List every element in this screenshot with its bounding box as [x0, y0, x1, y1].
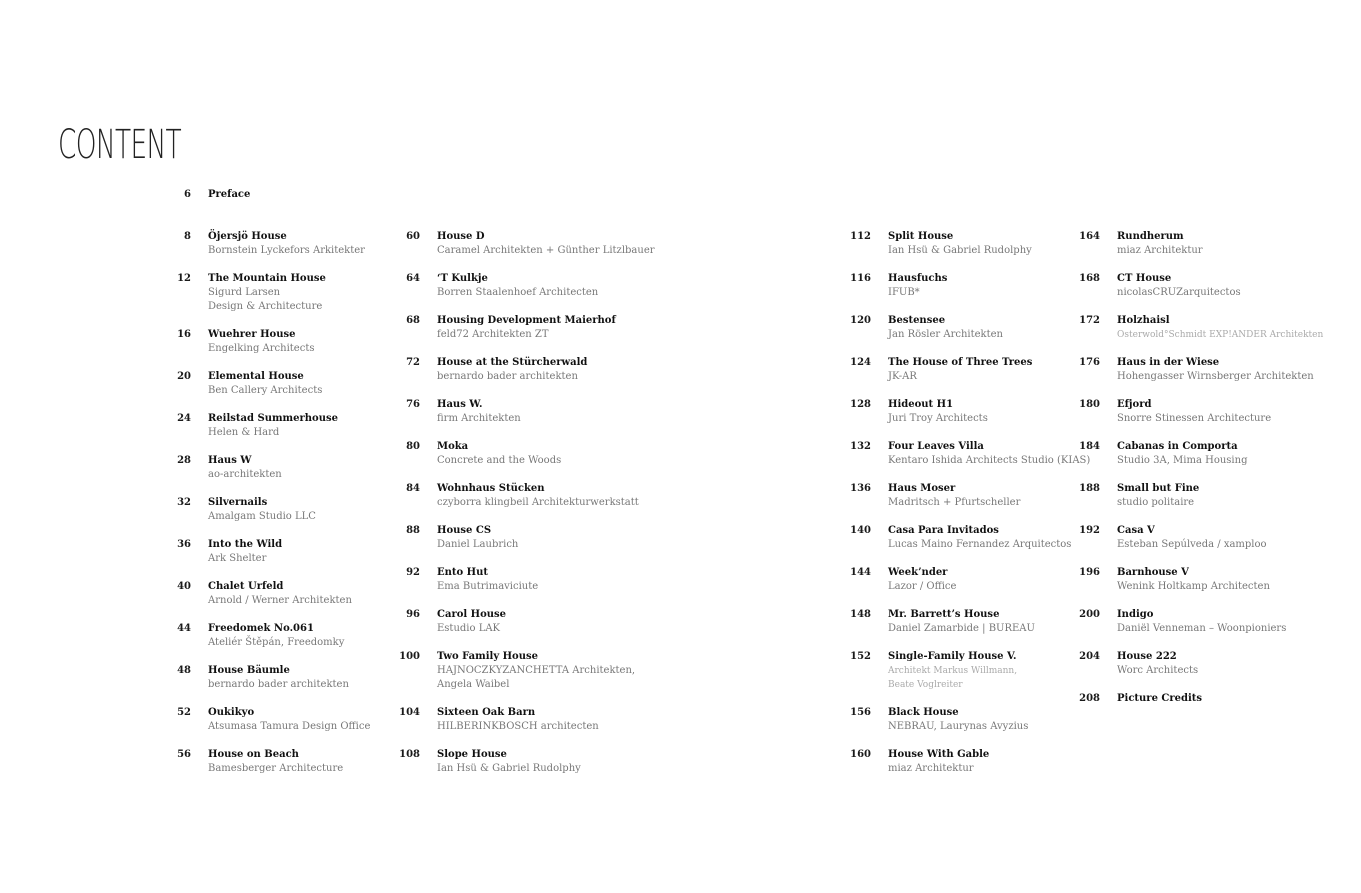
entry-title: Barnhouse V: [1117, 567, 1189, 578]
entry-architect: Daniel Zamarbide | BUREAU: [888, 623, 1035, 634]
entry-title: Four Leaves Villa: [888, 441, 984, 452]
entry-title: House at the Stürcherwald: [437, 357, 588, 368]
entry-title: Freedomek No.061: [208, 623, 314, 634]
page-number: 108: [399, 749, 420, 760]
entry-title: House on Beach: [208, 749, 299, 760]
page-number: 204: [1079, 651, 1100, 662]
entry-architect: feld72 Architekten ZT: [437, 329, 549, 340]
page-number: 40: [177, 581, 191, 592]
entry-architect: Sigurd Larsen: [208, 287, 281, 298]
toc-entry[interactable]: [1079, 356, 1357, 384]
entry-architect: Madritsch + Pfurtscheller: [888, 497, 1021, 508]
toc-entry[interactable]: [1079, 608, 1357, 636]
page-number: 72: [406, 357, 420, 368]
entry-architect: Jan Rösler Architekten: [888, 329, 1003, 340]
entry-architect: Ateliér Štěpán, Freedomky: [208, 637, 345, 648]
page-number: 144: [850, 567, 871, 578]
entry-architect: ao-architekten: [208, 469, 282, 480]
entry-title: ‘T Kulkje: [437, 273, 488, 284]
toc-entry[interactable]: [850, 706, 1128, 734]
toc-entry[interactable]: [1079, 524, 1357, 552]
toc-entry[interactable]: [177, 622, 448, 650]
entry-architect: NEBRAU, Laurynas Avyzius: [888, 721, 1029, 732]
toc-entry[interactable]: [406, 524, 677, 552]
page-number: 28: [177, 455, 191, 466]
entry-title: Haus W: [208, 455, 252, 466]
page-number: 100: [399, 651, 420, 662]
page-number: 76: [406, 399, 420, 410]
entry-architect: studio politaire: [1117, 497, 1195, 508]
page-number: 88: [406, 525, 420, 536]
entry-architect: Ben Callery Architects: [208, 385, 323, 396]
page-number: 152: [850, 651, 871, 662]
page-number: 24: [177, 413, 191, 424]
entry-title: House Bäumle: [208, 665, 290, 676]
toc-entry[interactable]: [177, 370, 448, 398]
entry-title: Into the Wild: [208, 539, 283, 550]
page-number: 12: [177, 273, 191, 284]
entry-architect: Bamesberger Architecture: [208, 763, 344, 774]
entry-title: Housing Development Maierhof: [437, 315, 616, 326]
entry-architect: Bornstein Lyckefors Arkitekter: [208, 245, 365, 256]
page-number: 196: [1079, 567, 1100, 578]
entry-architect: Osterwold°Schmidt EXP!ANDER Architekten: [1117, 330, 1324, 340]
entry-title: Rundherum: [1117, 231, 1184, 242]
entry-title: Holzhaisl: [1117, 315, 1170, 326]
page-number: 200: [1079, 609, 1100, 620]
toc-entry[interactable]: [177, 412, 448, 440]
entry-architect: bernardo bader architekten: [208, 679, 349, 690]
entry-title: Moka: [437, 441, 469, 452]
entry-title: Black House: [888, 707, 959, 718]
page-heading: CONTENT: [58, 122, 182, 168]
entry-architect: Daniel Laubrich: [437, 539, 519, 550]
entry-title: Preface: [208, 189, 251, 200]
toc-entry[interactable]: [1079, 314, 1357, 342]
toc-entry[interactable]: [1079, 440, 1357, 468]
entry-architect: HILBERINKBOSCH architecten: [437, 721, 599, 732]
entry-title: Two Family House: [437, 651, 538, 662]
toc-entry[interactable]: [177, 664, 448, 692]
entry-title: Hausfuchs: [888, 273, 948, 284]
entry-architect: Design & Architecture: [208, 301, 323, 312]
entry-title: The Mountain House: [208, 273, 326, 284]
page-number: 192: [1079, 525, 1100, 536]
entry-title: Haus W.: [437, 399, 483, 410]
entry-architect: Esteban Sepúlveda / xamploo: [1117, 539, 1267, 550]
entry-title: Carol House: [437, 609, 507, 620]
toc-entry[interactable]: [1079, 650, 1357, 678]
entry-title: House 222: [1117, 651, 1177, 662]
entry-architect: Angela Waibel: [437, 679, 510, 690]
page-number: 132: [850, 441, 871, 452]
page-number: 148: [850, 609, 871, 620]
page-number: 8: [184, 231, 191, 242]
page-number: 16: [177, 329, 191, 340]
toc-entry[interactable]: [850, 748, 1128, 776]
entry-architect: Helen & Hard: [208, 427, 280, 438]
entry-title: Reilstad Summerhouse: [208, 413, 338, 424]
entry-architect: Ema Butrimaviciute: [437, 581, 539, 592]
entry-architect: Arnold / Werner Architekten: [208, 595, 352, 606]
entry-title: Chalet Urfeld: [208, 581, 284, 592]
toc-entry[interactable]: [406, 314, 677, 342]
toc-entry[interactable]: [406, 566, 677, 594]
entry-title: Split House: [888, 231, 954, 242]
entry-title: Cabanas in Comporta: [1117, 441, 1238, 452]
toc-entry[interactable]: [1079, 398, 1357, 426]
entry-title: Sixteen Oak Barn: [437, 707, 536, 718]
page-number: 96: [406, 609, 420, 620]
page-number: 44: [177, 623, 191, 634]
page-number: 188: [1079, 483, 1100, 494]
toc-entry[interactable]: [406, 230, 677, 258]
page-number: 92: [406, 567, 420, 578]
page-number: 172: [1079, 315, 1100, 326]
toc-entry[interactable]: [399, 650, 677, 692]
page-number: 84: [406, 483, 420, 494]
entry-title: Indigo: [1117, 609, 1154, 620]
entry-architect: czyborra klingbeil Architekturwerkstatt: [437, 497, 639, 508]
entry-title: Wohnhaus Stücken: [437, 483, 545, 494]
toc-entry[interactable]: [399, 706, 677, 734]
toc-entry[interactable]: [406, 440, 677, 468]
toc-entry[interactable]: [1079, 692, 1357, 706]
entry-title: Haus in der Wiese: [1117, 357, 1220, 368]
page-number: 80: [406, 441, 420, 452]
page-number: 168: [1079, 273, 1100, 284]
entry-architect: Estudio LAK: [437, 623, 501, 634]
entry-architect: Concrete and the Woods: [437, 455, 562, 466]
entry-architect: Borren Staalenhoef Architecten: [437, 287, 599, 298]
entry-title: Casa V: [1117, 525, 1155, 536]
page-number: 48: [177, 665, 191, 676]
entry-title: Casa Para Invitados: [888, 525, 999, 536]
entry-architect: Amalgam Studio LLC: [208, 511, 316, 522]
entry-architect: nicolasCRUZarquitectos: [1117, 287, 1241, 298]
toc-entry[interactable]: [177, 328, 448, 356]
entry-title: House CS: [437, 525, 492, 536]
page-number: 140: [850, 525, 871, 536]
entry-title: Wuehrer House: [208, 329, 296, 340]
page-number: 36: [177, 539, 191, 550]
page-number: 60: [406, 231, 420, 242]
entry-title: CT House: [1117, 273, 1172, 284]
page-number: 68: [406, 315, 420, 326]
page-number: 116: [850, 273, 871, 284]
toc-entry[interactable]: [406, 272, 677, 300]
page-number: 160: [850, 749, 871, 760]
page-number: 176: [1079, 357, 1100, 368]
entry-architect: Ark Shelter: [208, 553, 267, 564]
entry-architect: Atsumasa Tamura Design Office: [208, 721, 371, 732]
toc-entry[interactable]: [1079, 482, 1357, 510]
entry-architect: Engelking Architects: [208, 343, 315, 354]
entry-title: Picture Credits: [1117, 693, 1203, 704]
entry-architect: Daniël Venneman – Woonpioniers: [1117, 623, 1287, 634]
toc-entry[interactable]: [406, 608, 677, 636]
toc-entry[interactable]: [177, 496, 448, 524]
entry-title: Single-Family House V.: [888, 651, 1017, 662]
toc-entry[interactable]: [406, 398, 677, 426]
entry-architect: Snorre Stinessen Architecture: [1117, 413, 1272, 424]
page-number: 64: [406, 273, 420, 284]
page-number: 104: [399, 707, 420, 718]
page-number: 20: [177, 371, 191, 382]
entry-architect: Lazor / Office: [888, 581, 957, 592]
page-number: 208: [1079, 693, 1100, 704]
entry-architect: firm Architekten: [437, 413, 521, 424]
toc-entry[interactable]: [1079, 566, 1357, 594]
toc-entry[interactable]: [399, 748, 677, 776]
page-number: 56: [177, 749, 191, 760]
page-number: 156: [850, 707, 871, 718]
toc-entry[interactable]: [177, 454, 448, 482]
page-number: 6: [184, 189, 191, 200]
page-number: 136: [850, 483, 871, 494]
entry-title: Mr. Barrett’s House: [888, 609, 1000, 620]
entry-architect: Lucas Maino Fernandez Arquitectos: [888, 539, 1072, 550]
entry-title: Haus Moser: [888, 483, 956, 494]
page-number: 120: [850, 315, 871, 326]
entry-architect: Kentaro Ishida Architects Studio (KIAS): [888, 455, 1091, 466]
entry-architect: Worc Architects: [1117, 665, 1199, 676]
entry-title: House D: [437, 231, 485, 242]
page-number: 184: [1079, 441, 1100, 452]
page-number: 180: [1079, 399, 1100, 410]
entry-title: Small but Fine: [1117, 483, 1200, 494]
entry-architect: Beate Voglreiter: [888, 680, 963, 690]
toc-entry[interactable]: [406, 482, 677, 510]
entry-title: Bestensee: [888, 315, 946, 326]
entry-architect: JK-AR: [888, 371, 917, 382]
entry-architect: bernardo bader architekten: [437, 371, 578, 382]
entry-architect: Hohengasser Wirnsberger Architekten: [1117, 371, 1314, 382]
entry-architect: Ian Hsü & Gabriel Rudolphy: [437, 763, 581, 774]
entry-architect: Caramel Architekten + Günther Litzlbauer: [437, 245, 655, 256]
entry-architect: Studio 3A, Mima Housing: [1117, 455, 1248, 466]
entry-title: Elemental House: [208, 371, 304, 382]
entry-title: Silvernails: [208, 497, 268, 508]
entry-architect: miaz Architektur: [1117, 245, 1203, 256]
page-number: 128: [850, 399, 871, 410]
toc-entry[interactable]: [1079, 230, 1357, 258]
page-number: 52: [177, 707, 191, 718]
entry-title: Oukikyo: [208, 707, 255, 718]
entry-title: Week’nder: [888, 567, 948, 578]
entry-architect: IFUB*: [888, 287, 920, 298]
toc-entry[interactable]: [177, 580, 448, 608]
entry-title: Efjord: [1117, 399, 1152, 410]
entry-architect: Architekt Markus Willmann,: [888, 666, 1018, 676]
toc-entry[interactable]: [406, 356, 677, 384]
entry-title: Öjersjö House: [208, 231, 287, 242]
entry-title: House With Gable: [888, 749, 990, 760]
entry-title: Hideout H1: [888, 399, 954, 410]
page-number: 32: [177, 497, 191, 508]
entry-architect: Wenink Holtkamp Architecten: [1117, 581, 1270, 592]
page-number: 112: [850, 231, 871, 242]
entry-architect: HAJNOCZKYZANCHETTA Architekten,: [437, 665, 636, 676]
entry-title: Slope House: [437, 749, 507, 760]
entry-architect: miaz Architektur: [888, 763, 974, 774]
entry-title: The House of Three Trees: [888, 357, 1033, 368]
toc-entry-preface[interactable]: [184, 188, 448, 202]
entry-title: Ento Hut: [437, 567, 489, 578]
entry-architect: Ian Hsü & Gabriel Rudolphy: [888, 245, 1032, 256]
toc-entry[interactable]: [177, 538, 448, 566]
page-number: 164: [1079, 231, 1100, 242]
toc-entry[interactable]: [1079, 272, 1357, 300]
page-number: 124: [850, 357, 871, 368]
entry-architect: Juri Troy Architects: [888, 413, 988, 424]
